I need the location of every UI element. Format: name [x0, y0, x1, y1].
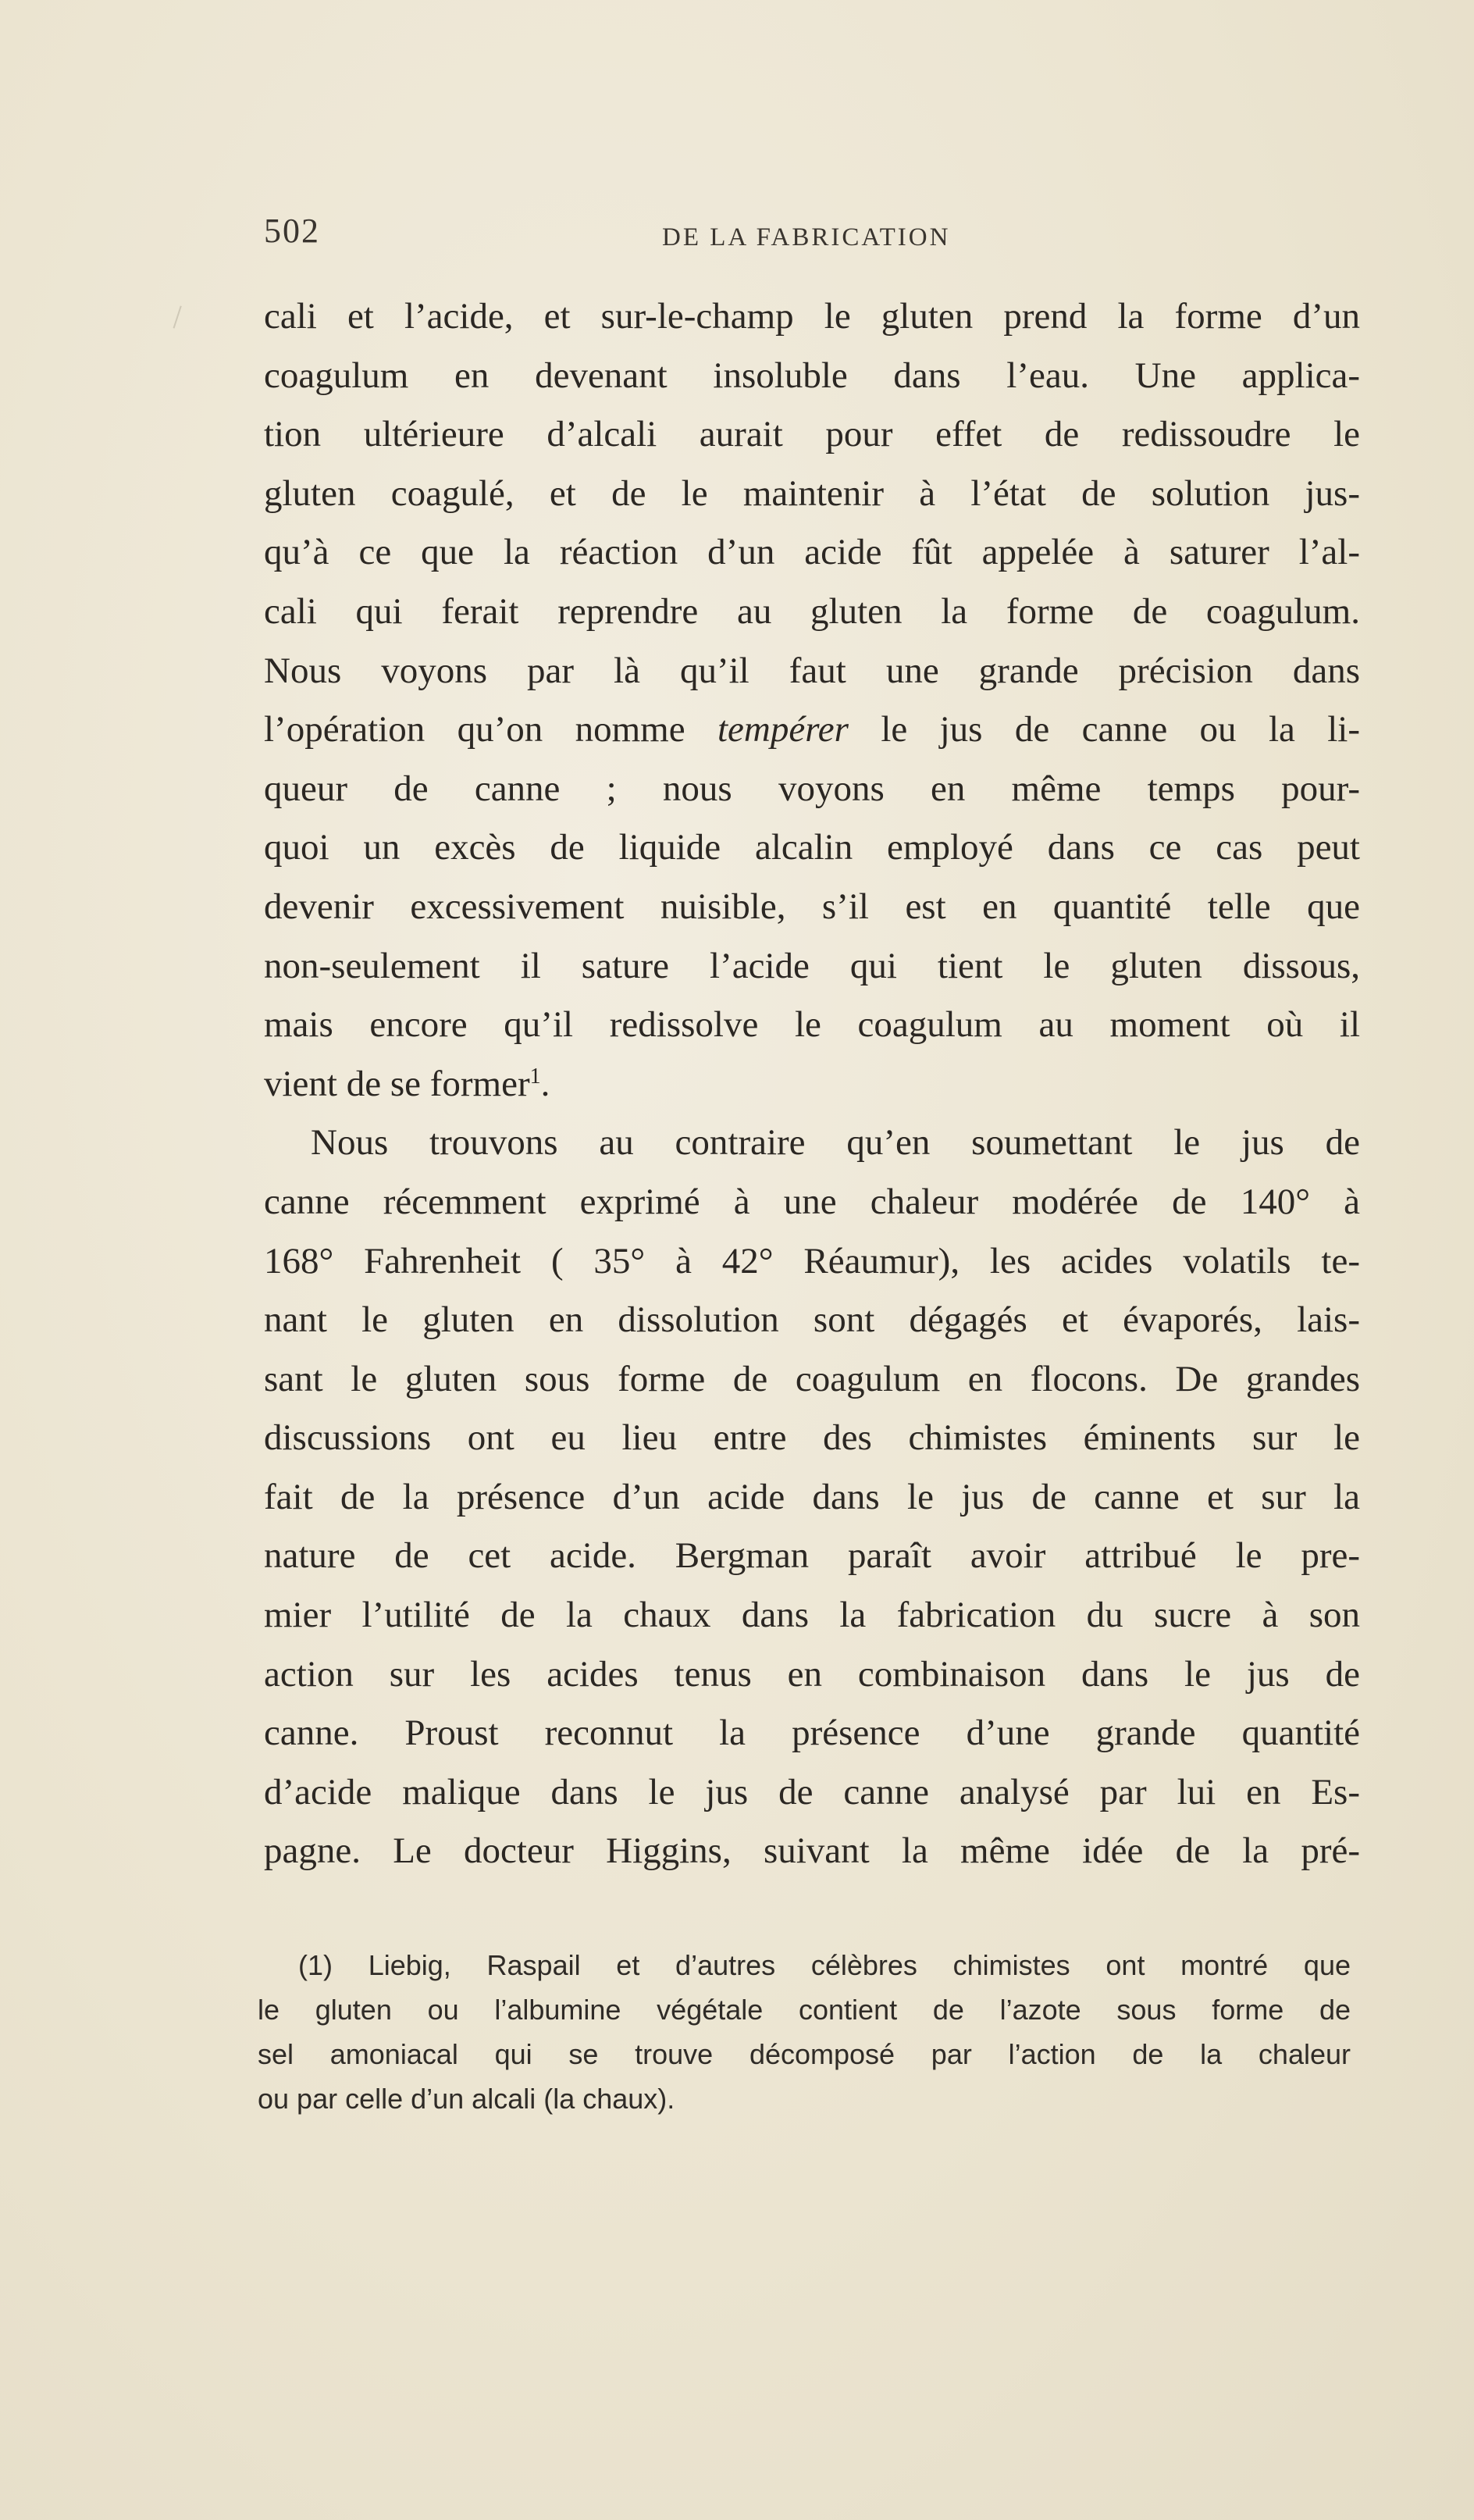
text-line: canne. Proust reconnut la présence d’une grande quantité: [264, 1713, 1360, 1754]
text-fragment: vient de se former: [264, 1063, 530, 1104]
text-line: discussions ont eu lieu entre des chimistes éminents sur le: [264, 1417, 1360, 1459]
text-line: gluten coagulé, et de le maintenir à l’état de solution jus-: [264, 472, 1360, 514]
text-line: 168° Fahrenheit ( 35° à 42° Réaumur), les acides volatils te-: [264, 1240, 1360, 1281]
text-line: action sur les acides tenus en combinaison dans le jus de: [264, 1653, 1360, 1695]
italic-term: tempérer: [717, 709, 849, 750]
footnote-line: (1) Liebig, Raspail et d’autres célèbres chimistes ont montré que: [298, 1949, 1351, 1981]
text-line-paragraph-start: Nous trouvons au contraire qu’en soumettant le jus de: [311, 1122, 1360, 1164]
footnote-line: sel amoniacal qui se trouve décomposé par l’action de la chaleur: [258, 2038, 1351, 2070]
text-line-paragraph-end: [264, 1055, 1360, 1114]
text-fragment: l’opération qu’on nomme: [264, 709, 685, 750]
body-text: [264, 287, 1360, 1881]
text-line: sant le gluten sous forme de coagulum en flocons. De grandes: [264, 1358, 1360, 1399]
text-line: Nous voyons par là qu’il faut une grande précision dans: [264, 650, 1360, 691]
footnote-line: ou par celle d’un alcali (la chaux).: [258, 2083, 675, 2115]
text-line: cali et l’acide, et sur-le-champ le gluten prend la forme d’un: [264, 296, 1360, 337]
text-line: canne récemment exprimé à une chaleur modérée de 140° à: [264, 1181, 1360, 1222]
text-line: coagulum en devenant insoluble dans l’eau. Une applica-: [264, 355, 1360, 396]
text-fragment: .: [540, 1063, 550, 1104]
text-line-with-italic: [264, 700, 1360, 760]
text-line: tion ultérieure d’alcali aurait pour effet de redissoudre le: [264, 414, 1360, 455]
text-line: mier l’utilité de la chaux dans la fabrication du sucre à son: [264, 1595, 1360, 1636]
running-head: DE LA FABRICATION: [662, 223, 951, 251]
text-line: qu’à ce que la réaction d’un acide fût appelée à saturer l’al-: [264, 532, 1360, 573]
page-header: [264, 211, 1373, 266]
text-line: mais encore qu’il redissolve le coagulum au moment où il: [264, 1004, 1360, 1046]
text-line: fait de la présence d’un acide dans le jus de canne et sur la: [264, 1476, 1360, 1517]
margin-mark: [173, 305, 187, 330]
text-line: pagne. Le docteur Higgins, suivant la même idée de la pré-: [264, 1830, 1360, 1872]
footnote-reference: 1: [529, 1064, 541, 1089]
text-line: devenir excessivement nuisible, s’il est en quantité telle que: [264, 886, 1360, 927]
text-line: non-seulement il sature l’acide qui tient le gluten dissous,: [264, 945, 1360, 986]
text-line: d’acide malique dans le jus de canne analysé par lui en Es-: [264, 1771, 1360, 1812]
text-line: quoi un excès de liquide alcalin employé dans ce cas peut: [264, 827, 1360, 868]
text-line: queur de canne ; nous voyons en même temps pour-: [264, 768, 1360, 809]
text-line: nature de cet acide. Bergman paraît avoir attribué le pre-: [264, 1535, 1360, 1577]
footnote-line: le gluten ou l’albumine végétale contient de l’azote sous forme de: [258, 1994, 1351, 2026]
text-line: cali qui ferait reprendre au gluten la forme de coagulum.: [264, 590, 1360, 632]
footnote: [258, 1943, 1351, 2121]
text-fragment: le jus de canne ou la li-: [881, 709, 1361, 750]
page-number: 502: [264, 212, 320, 250]
text-line: nant le gluten en dissolution sont dégagés et évaporés, lais-: [264, 1299, 1360, 1341]
